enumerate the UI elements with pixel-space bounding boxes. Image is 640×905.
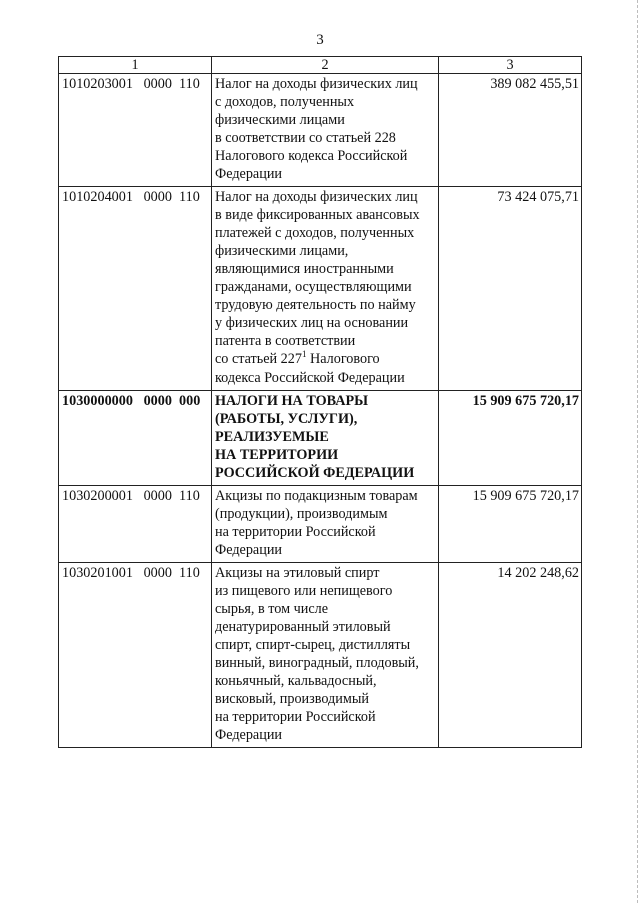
table-row xyxy=(59,74,582,187)
revenue-name-continuation: Налогового кодекса Российской Федерации xyxy=(215,351,405,386)
revenue-name: Налог на доходы физических лиц с доходов, полученных физическими лицами в соответствии со статьей 228 Налогового кодекса Российской Федерации xyxy=(212,74,439,187)
table-row-section-total xyxy=(59,391,582,486)
table-row xyxy=(59,563,582,748)
footnote-superscript: 1 xyxy=(301,349,307,359)
revenue-name: Налог на доходы физических лиц в виде фиксированных авансовых платежей с доходов, полученных физическими лицами, являющимися иностранными гражданами, осуществляющими трудовую деятельность по найму у физических лиц на основании патента в соответствии со статьей 227 xyxy=(215,189,420,367)
budget-revenue-table xyxy=(58,56,582,748)
revenue-name-cell xyxy=(212,187,439,391)
table-row xyxy=(59,486,582,563)
column-header-amount: 3 xyxy=(439,57,582,74)
revenue-name: Акцизы на этиловый спирт из пищевого или непищевого сырья, в том числе денатурированный этиловый спирт, спирт-сырец, дистилляты винный, виноградный, плодовый, коньячный, кальвадосный, висковый, производимый на территории Российской Федерации xyxy=(212,563,439,748)
revenue-code: 1010203001 0000 110 xyxy=(59,74,212,187)
revenue-code: 1030201001 0000 110 xyxy=(59,563,212,748)
revenue-amount: 73 424 075,71 xyxy=(439,187,582,391)
revenue-amount: 389 082 455,51 xyxy=(439,74,582,187)
column-header-code: 1 xyxy=(59,57,212,74)
page-number: 3 xyxy=(316,32,324,48)
revenue-code: 1030000000 0000 000 xyxy=(59,391,212,486)
revenue-name: Акцизы по подакцизным товарам (продукции), производимым на территории Российской Федерации xyxy=(212,486,439,563)
table-header-row xyxy=(59,57,582,74)
table-row xyxy=(59,187,582,391)
revenue-name: НАЛОГИ НА ТОВАРЫ (РАБОТЫ, УСЛУГИ), РЕАЛИЗУЕМЫЕ НА ТЕРРИТОРИИ РОССИЙСКОЙ ФЕДЕРАЦИИ xyxy=(212,391,439,486)
revenue-code: 1030200001 0000 110 xyxy=(59,486,212,563)
revenue-amount: 14 202 248,62 xyxy=(439,563,582,748)
scan-edge-rule xyxy=(637,0,638,905)
revenue-amount: 15 909 675 720,17 xyxy=(439,486,582,563)
revenue-amount: 15 909 675 720,17 xyxy=(439,391,582,486)
revenue-code: 1010204001 0000 110 xyxy=(59,187,212,391)
column-header-name: 2 xyxy=(212,57,439,74)
